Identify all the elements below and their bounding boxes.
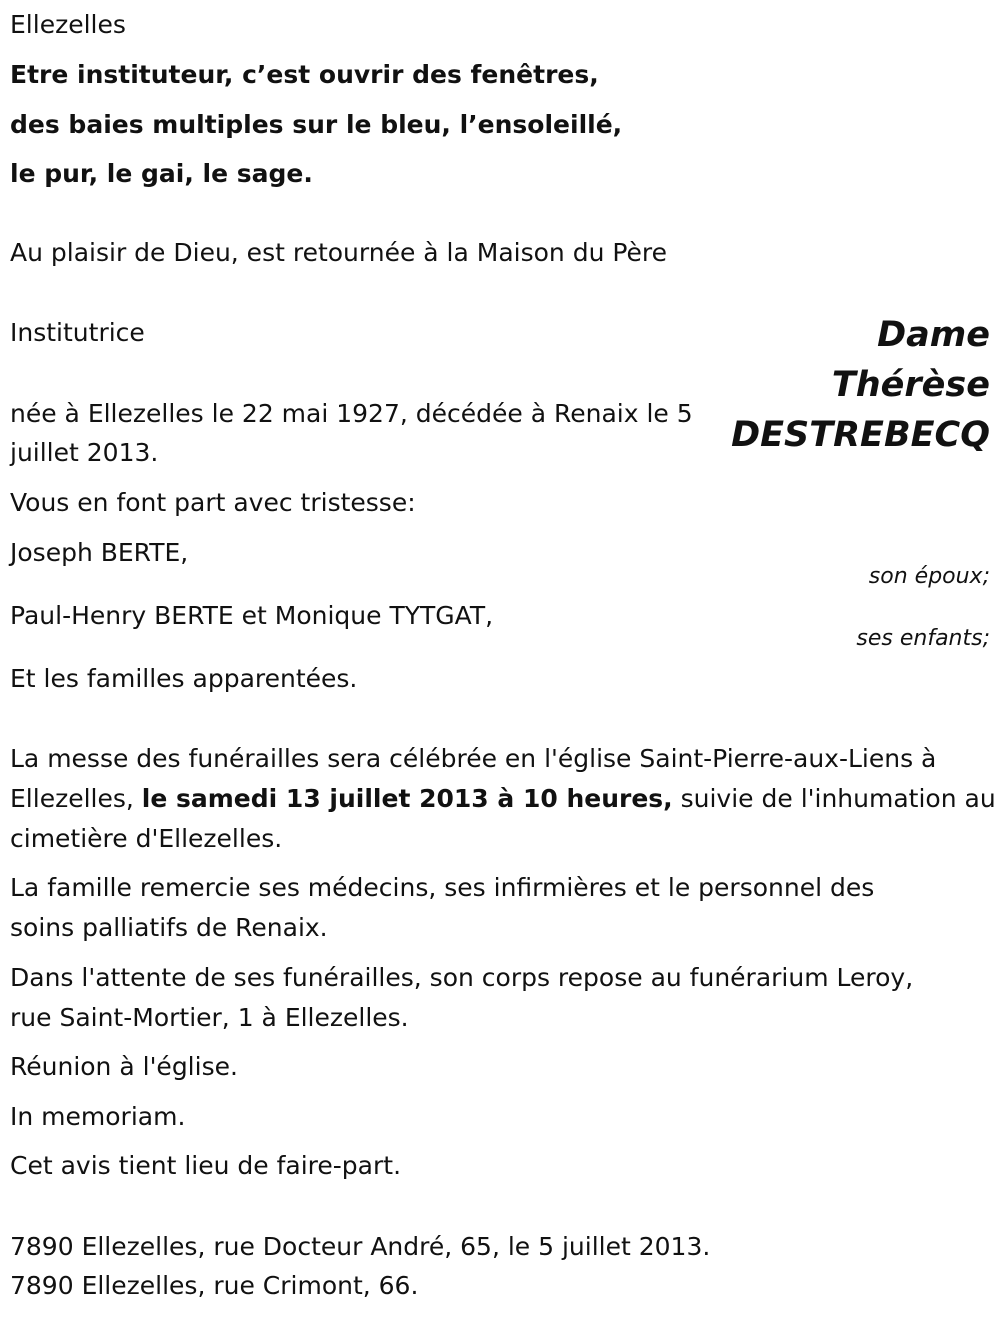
deceased-first-name: Thérèse [831,365,990,405]
address-line: 7890 Ellezelles, rue Docteur André, 65, le 5 juillet 2013. [10,1232,711,1261]
family-member-relation: son époux; [868,564,990,589]
funeral-line-3: cimetière d'Ellezelles. [10,824,283,853]
funeral-location-text: Ellezelles, [10,784,142,813]
profession-text: Institutrice [10,318,145,347]
funeral-date-text: le samedi 13 juillet 2013 à 10 heures, [141,784,673,813]
rest-line-1: Dans l'attente de ses funérailles, son corps repose au funérarium Leroy, [10,963,914,992]
deceased-title: Dame [877,315,990,355]
deceased-name-block [731,310,990,460]
announce-text: Vous en font part avec tristesse: [10,488,416,517]
memoriam-text: In memoriam. [10,1102,186,1131]
intro-text: Au plaisir de Dieu, est retournée à la Maison du Père [10,238,668,267]
related-families-text: Et les familles apparentées. [10,664,358,693]
birth-death-line-2: juillet 2013. [10,438,159,467]
deceased-last-name: DESTREBECQ [731,415,990,455]
poem-line-3: le pur, le gai, le sage. [10,159,313,188]
funeral-line-2 [10,779,996,819]
location-heading: Ellezelles [10,10,126,39]
rest-line-2: rue Saint-Mortier, 1 à Ellezelles. [10,1003,409,1032]
thanks-line-1: La famille remercie ses médecins, ses infirmières et le personnel des [10,873,875,902]
family-member-name: Joseph BERTE, [10,538,189,567]
funeral-line-1: La messe des funérailles sera célébrée en l'église Saint-Pierre-aux-Liens à [10,744,937,773]
thanks-line-2: soins palliatifs de Renaix. [10,913,328,942]
poem-line-1: Etre instituteur, c’est ouvrir des fenêtres, [10,60,599,89]
funeral-burial-text: suivie de l'inhumation au [672,784,996,813]
notice-text: Cet avis tient lieu de faire-part. [10,1151,402,1180]
poem-line-2: des baies multiples sur le bleu, l’ensoleillé, [10,110,623,139]
meeting-text: Réunion à l'église. [10,1052,238,1081]
address-line: 7890 Ellezelles, rue Crimont, 66. [10,1271,419,1300]
family-member-relation: ses enfants; [856,626,990,651]
family-member-name: Paul-Henry BERTE et Monique TYTGAT, [10,601,494,630]
birth-death-line-1: née à Ellezelles le 22 mai 1927, décédée à Renaix le 5 [10,399,693,428]
